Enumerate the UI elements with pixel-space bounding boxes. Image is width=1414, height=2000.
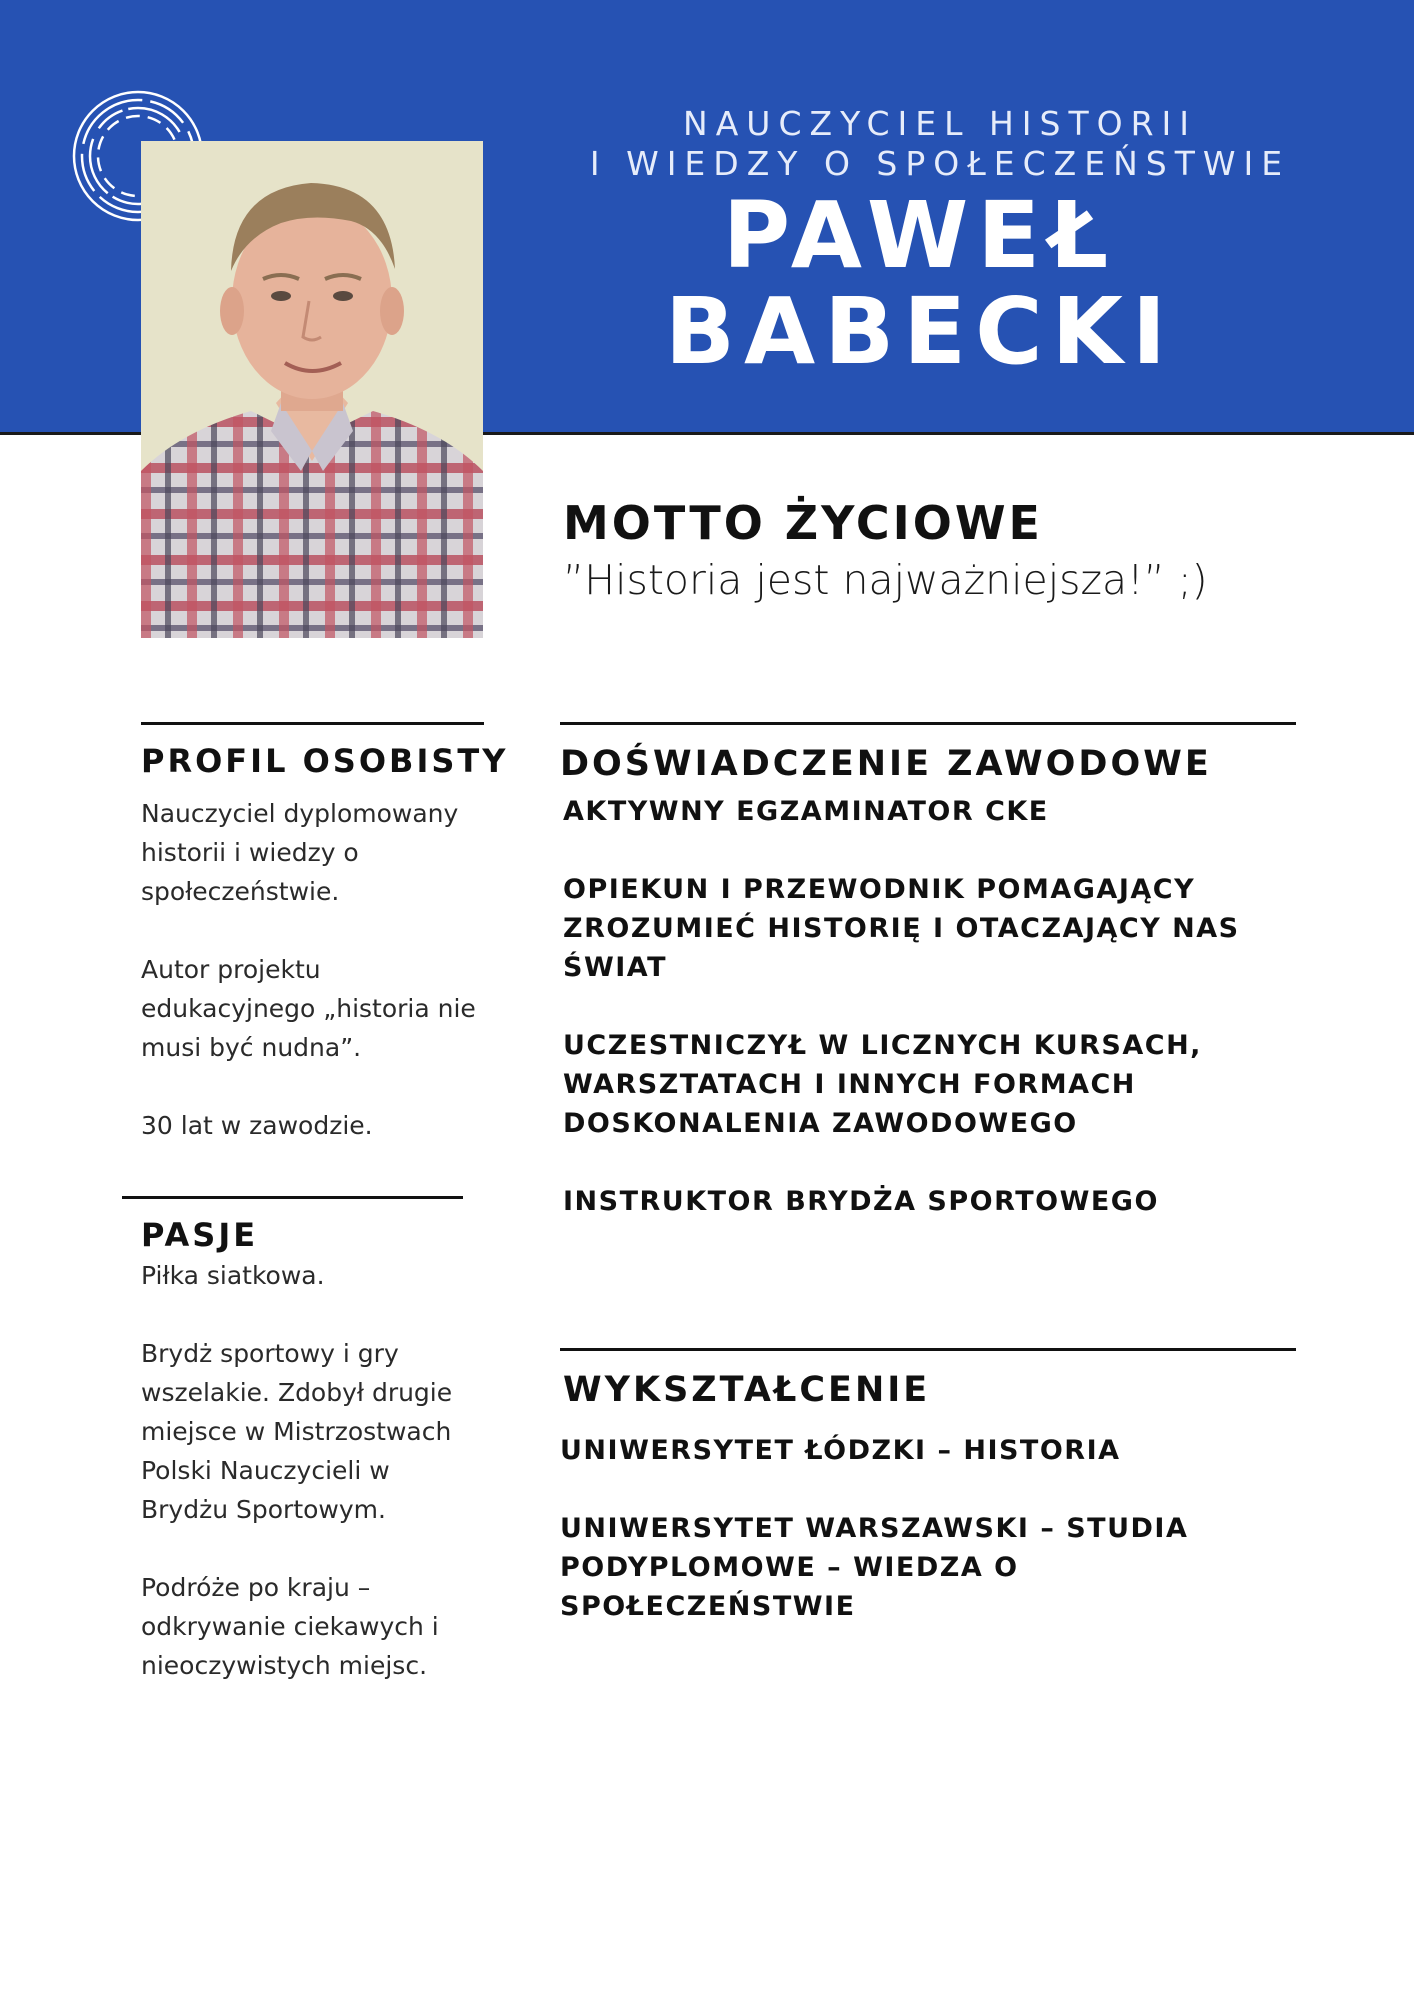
experience-item: AKTYWNY EGZAMINATOR CKE	[563, 796, 1049, 827]
passions-text	[141, 1256, 461, 1685]
motto-heading: MOTTO ŻYCIOWE	[563, 496, 1043, 550]
profile-paragraph: 30 lat w zawodzie.	[141, 1111, 373, 1140]
divider	[560, 722, 1296, 725]
passions-paragraph: Podróże po kraju – odkrywanie ciekawych i nieoczywistych miejsc.	[141, 1573, 439, 1680]
portrait-photo	[141, 141, 483, 638]
passions-heading: PASJE	[141, 1216, 259, 1254]
passions-paragraph: Piłka siatkowa.	[141, 1261, 325, 1290]
divider	[122, 1196, 463, 1199]
experience-item: OPIEKUN I PRZEWODNIK POMAGAJĄCY ZROZUMIEĆ HISTORIĘ I OTACZAJĄCY NAS ŚWIAT	[563, 874, 1240, 983]
job-title-line-2: I WIEDZY O SPOŁECZEŃSTWIE	[589, 144, 1291, 183]
profile-paragraph: Autor projektu edukacyjnego „historia nie musi być nudna”.	[141, 955, 476, 1062]
job-title	[540, 104, 1340, 184]
profile-text	[141, 794, 501, 1145]
passions-paragraph: Brydż sportowy i gry wszelakie. Zdobył drugie miejsce w Mistrzostwach Polski Nauczycieli w Brydżu Sportowym.	[141, 1339, 453, 1524]
motto-quote: ”Historia jest najważniejsza!” ;)	[563, 556, 1208, 604]
experience-list	[563, 792, 1263, 1221]
profile-paragraph: Nauczyciel dyplomowany historii i wiedzy o społeczeństwie.	[141, 799, 459, 906]
divider	[141, 722, 484, 725]
education-item: UNIWERSYTET WARSZAWSKI – STUDIA PODYPLOMOWE – WIEDZA O SPOŁECZEŃSTWIE	[560, 1513, 1189, 1622]
profile-heading: PROFIL OSOBISTY	[141, 742, 509, 780]
first-name: PAWEŁ	[722, 182, 1118, 289]
job-title-line-1: NAUCZYCIEL HISTORII	[683, 104, 1197, 143]
last-name: BABECKI	[664, 278, 1176, 385]
person-name	[540, 182, 1300, 385]
education-heading: WYKSZTAŁCENIE	[563, 1370, 931, 1410]
experience-item: INSTRUKTOR BRYDŻA SPORTOWEGO	[563, 1186, 1159, 1217]
education-list	[560, 1431, 1300, 1626]
experience-heading: DOŚWIADCZENIE ZAWODOWE	[560, 744, 1212, 784]
education-item: UNIWERSYTET ŁÓDZKI – HISTORIA	[560, 1435, 1121, 1466]
divider	[560, 1348, 1296, 1351]
experience-item: UCZESTNICZYŁ W LICZNYCH KURSACH, WARSZTATACH I INNYCH FORMACH DOSKONALENIA ZAWODOWEGO	[563, 1030, 1202, 1139]
